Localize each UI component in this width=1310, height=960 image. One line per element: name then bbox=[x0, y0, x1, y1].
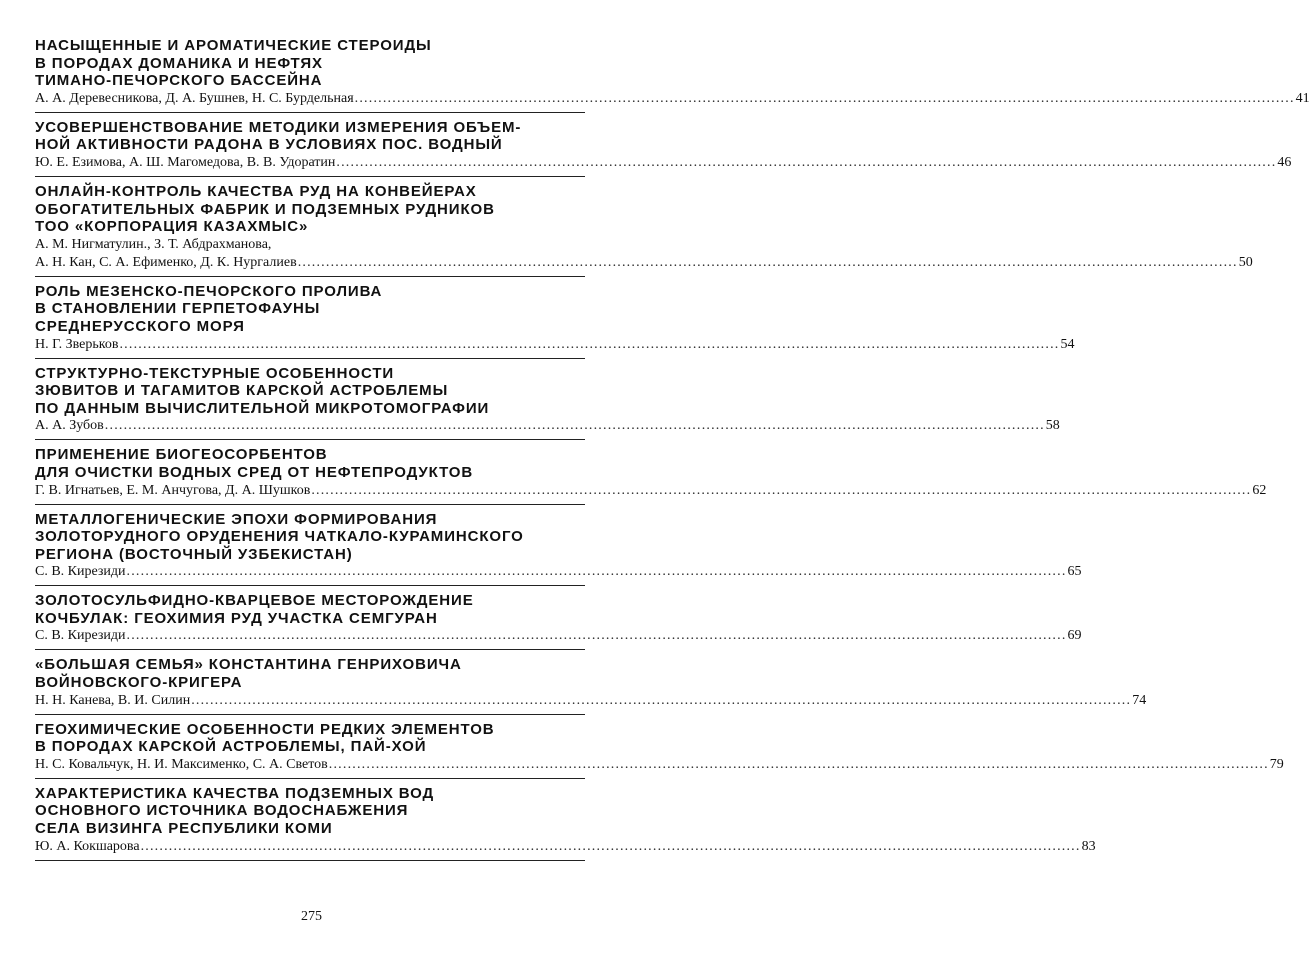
entry-title-line: ОСНОВНОГО ИСТОЧНИКА ВОДОСНАБЖЕНИЯ bbox=[35, 802, 409, 820]
entry-authors: Н. Г. Зверьков bbox=[35, 336, 119, 352]
entry-leader-row bbox=[35, 692, 1147, 710]
toc-entry bbox=[35, 37, 1310, 113]
entry-authors: Г. В. Игнатьев, Е. М. Анчугова, Д. А. Шушков bbox=[35, 482, 311, 498]
entry-title-line: СРЕДНЕРУССКОГО МОРЯ bbox=[35, 317, 245, 335]
entry-leader-row bbox=[35, 90, 1310, 108]
dot-leader: ........................................................................................................................................................................................................ bbox=[336, 154, 1277, 170]
entry-leader-row bbox=[35, 154, 1292, 172]
entry-title-line: ОБОГАТИТЕЛЬНЫХ ФАБРИК И ПОДЗЕМНЫХ РУДНИКОВ bbox=[35, 200, 495, 218]
dot-leader: ........................................................................................................................................................................................................ bbox=[311, 482, 1252, 498]
entry-title-line: ХАРАКТЕРИСТИКА КАЧЕСТВА ПОДЗЕМНЫХ ВОД bbox=[35, 784, 435, 802]
entry-page-number[interactable]: 54 bbox=[1060, 336, 1075, 352]
entry-page-number[interactable]: 74 bbox=[1132, 692, 1147, 708]
dot-leader: ........................................................................................................................................................................................................ bbox=[140, 838, 1081, 854]
entry-leader-row bbox=[35, 417, 1060, 435]
entry-page-number[interactable]: 46 bbox=[1277, 154, 1292, 170]
entry-page-number[interactable]: 62 bbox=[1252, 482, 1267, 498]
entry-authors: С. В. Кирезиди bbox=[35, 564, 126, 580]
entry-authors: А. Н. Кан, С. А. Ефименко, Д. К. Нургалиев bbox=[35, 254, 297, 270]
toc-entry bbox=[35, 784, 1096, 861]
entry-authors: Н. Н. Канева, В. И. Силин bbox=[35, 692, 191, 708]
entry-title-line: УСОВЕРШЕНСТВОВАНИЕ МЕТОДИКИ ИЗМЕРЕНИЯ ОБЪЕМ- bbox=[35, 118, 522, 136]
entry-title-line: ГЕОХИМИЧЕСКИЕ ОСОБЕННОСТИ РЕДКИХ ЭЛЕМЕНТОВ bbox=[35, 720, 495, 738]
entry-title-line: ЗОЛОТОСУЛЬФИДНО-КВАРЦЕВОЕ МЕСТОРОЖДЕНИЕ bbox=[35, 592, 474, 610]
entry-page-number[interactable]: 83 bbox=[1081, 838, 1096, 854]
entry-title-line: ТИМАНО-ПЕЧОРСКОГО БАССЕЙНА bbox=[35, 72, 323, 90]
dot-leader: ........................................................................................................................................................................................................ bbox=[119, 336, 1060, 352]
entry-leader-row bbox=[35, 336, 1075, 354]
entry-authors: А. А. Зубов bbox=[35, 418, 104, 434]
entry-title-line: ОНЛАЙН-КОНТРОЛЬ КАЧЕСТВА РУД НА КОНВЕЙЕРАХ bbox=[35, 182, 477, 200]
entry-title-line: ДЛЯ ОЧИСТКИ ВОДНЫХ СРЕД ОТ НЕФТЕПРОДУКТОВ bbox=[35, 463, 474, 481]
toc-entry bbox=[35, 592, 1082, 650]
toc-entry bbox=[35, 282, 1075, 359]
entry-authors: А. А. Деревесникова, Д. А. Бушнев, Н. С. Бурдельная bbox=[35, 90, 354, 106]
entry-authors: С. В. Кирезиди bbox=[35, 628, 126, 644]
entry-title-line: СЕЛА ВИЗИНГА РЕСПУБЛИКИ КОМИ bbox=[35, 820, 333, 838]
entry-page-number[interactable]: 65 bbox=[1067, 564, 1082, 580]
entry-authors: Ю. Е. Езимова, А. Ш. Магомедова, В. В. Удоратин bbox=[35, 154, 336, 170]
entry-title-line: РЕГИОНА (ВОСТОЧНЫЙ УЗБЕКИСТАН) bbox=[35, 545, 353, 563]
entry-title-line: ВОЙНОВСКОГО-КРИГЕРА bbox=[35, 674, 243, 692]
entry-title-line: НОЙ АКТИВНОСТИ РАДОНА В УСЛОВИЯХ ПОС. ВОДНЫЙ bbox=[35, 136, 503, 154]
entry-page-number[interactable]: 69 bbox=[1067, 628, 1082, 644]
entry-title-line: ЗЮВИТОВ И ТАГАМИТОВ КАРСКОЙ АСТРОБЛЕМЫ bbox=[35, 382, 449, 400]
table-of-contents bbox=[35, 37, 1310, 867]
entry-title-line: «БОЛЬШАЯ СЕМЬЯ» КОНСТАНТИНА ГЕНРИХОВИЧА bbox=[35, 656, 462, 674]
entry-title-line: В СТАНОВЛЕНИИ ГЕРПЕТОФАУНЫ bbox=[35, 300, 321, 318]
entry-authors: Ю. А. Кокшарова bbox=[35, 838, 140, 854]
entry-page-number[interactable]: 50 bbox=[1238, 254, 1253, 270]
dot-leader: ........................................................................................................................................................................................................ bbox=[126, 628, 1067, 644]
entry-title-line: ТОО «КОРПОРАЦИЯ КАЗАХМЫС» bbox=[35, 218, 309, 236]
dot-leader: ........................................................................................................................................................................................................ bbox=[104, 418, 1045, 434]
entry-leader-row bbox=[35, 482, 1267, 500]
toc-entry bbox=[35, 510, 1082, 587]
entry-leader-row bbox=[35, 627, 1082, 645]
toc-entry bbox=[35, 182, 1253, 277]
entry-page-number[interactable]: 41 bbox=[1295, 90, 1310, 106]
entry-leader-row bbox=[35, 838, 1096, 856]
dot-leader: ........................................................................................................................................................................................................ bbox=[191, 692, 1132, 708]
entry-title-line: В ПОРОДАХ ДОМАНИКА И НЕФТЯХ bbox=[35, 54, 323, 72]
entry-title-line: СТРУКТУРНО-ТЕКСТУРНЫЕ ОСОБЕННОСТИ bbox=[35, 364, 395, 382]
entry-title-line: КОЧБУЛАК: ГЕОХИМИЯ РУД УЧАСТКА СЕМГУРАН bbox=[35, 609, 438, 627]
entry-leader-row bbox=[35, 254, 1253, 272]
toc-entry bbox=[35, 720, 1284, 779]
entry-authors: А. М. Нигматулин., З. Т. Абдрахманова, bbox=[35, 236, 272, 252]
toc-entry bbox=[35, 446, 1267, 504]
entry-title-line: ПРИМЕНЕНИЕ БИОГЕОСОРБЕНТОВ bbox=[35, 446, 328, 464]
entry-title-line: В ПОРОДАХ КАРСКОЙ АСТРОБЛЕМЫ, ПАЙ-ХОЙ bbox=[35, 738, 427, 756]
entry-title-line: ПО ДАННЫМ ВЫЧИСЛИТЕЛЬНОЙ МИКРОТОМОГРАФИИ bbox=[35, 399, 490, 417]
entry-leader-row bbox=[35, 756, 1284, 774]
dot-leader: ........................................................................................................................................................................................................ bbox=[297, 254, 1238, 270]
entry-title-line: ЗОЛОТОРУДНОГО ОРУДЕНЕНИЯ ЧАТКАЛО-КУРАМИНСКОГО bbox=[35, 528, 524, 546]
toc-entry bbox=[35, 656, 1147, 714]
entry-title-line: РОЛЬ МЕЗЕНСКО-ПЕЧОРСКОГО ПРОЛИВА bbox=[35, 282, 383, 300]
entry-title-line: НАСЫЩЕННЫЕ И АРОМАТИЧЕСКИЕ СТЕРОИДЫ bbox=[35, 37, 432, 54]
dot-leader: ........................................................................................................................................................................................................ bbox=[328, 756, 1269, 772]
entry-page-number[interactable]: 58 bbox=[1045, 418, 1060, 434]
page-number: 275 bbox=[301, 909, 322, 924]
entry-authors: Н. С. Ковальчук, Н. И. Максименко, С. А. Светов bbox=[35, 756, 328, 772]
toc-entry bbox=[35, 364, 1060, 441]
entry-page-number[interactable]: 79 bbox=[1269, 756, 1284, 772]
toc-entry bbox=[35, 118, 1292, 177]
dot-leader: ........................................................................................................................................................................................................ bbox=[126, 564, 1067, 580]
dot-leader: ........................................................................................................................................................................................................ bbox=[354, 90, 1295, 106]
entry-leader-row bbox=[35, 563, 1082, 581]
entry-title-line: МЕТАЛЛОГЕНИЧЕСКИЕ ЭПОХИ ФОРМИРОВАНИЯ bbox=[35, 510, 438, 528]
